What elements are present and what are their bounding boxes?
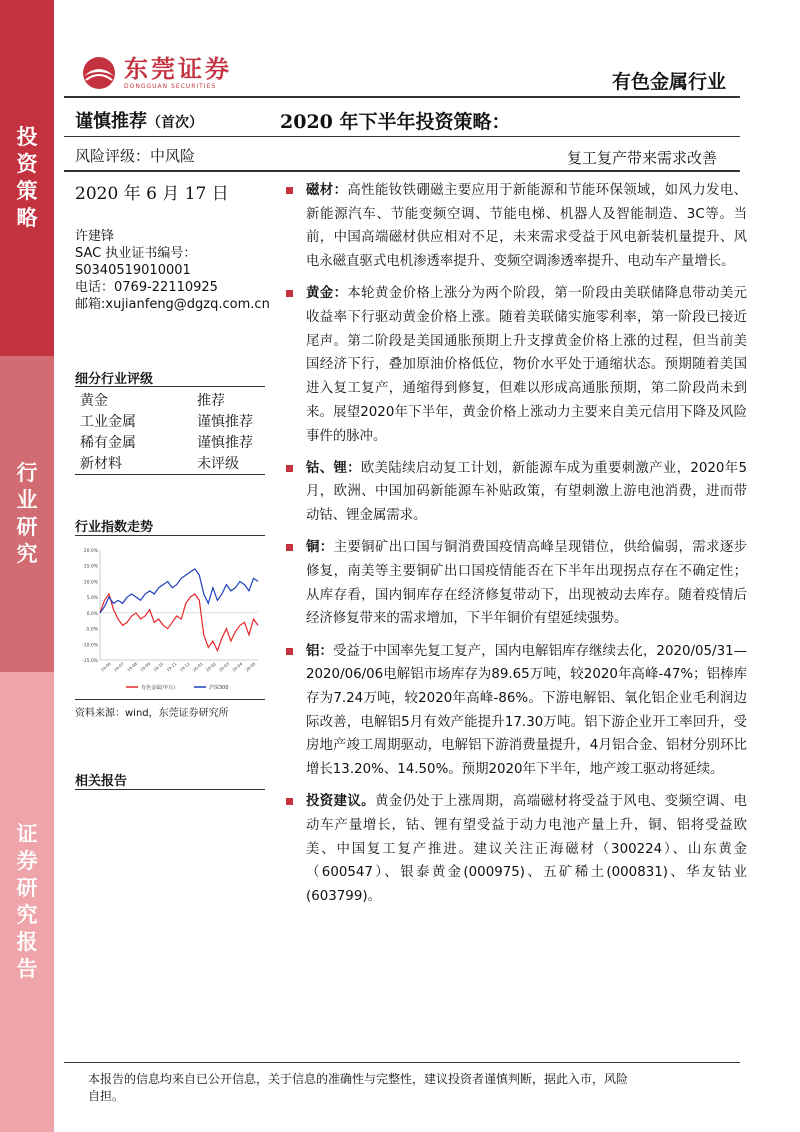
bullet-copper xyxy=(284,536,747,631)
company-logo xyxy=(80,55,232,91)
report-title: 2020 年下半年投资策略： xyxy=(280,111,511,133)
report-date: 2020 年 6 月 17 日 xyxy=(75,184,229,204)
bullet-label: 磁材： xyxy=(306,183,348,198)
sidebar-char: 研 xyxy=(16,515,38,539)
x-tick-label: 19-07 xyxy=(112,661,125,673)
bullet-text: 黄金仍处于上涨周期，高端磁材将受益于风电、变频空调、电动车产量增长，钴、锂有望受益于动力电池产量上升，铜、铝将受益欧美、中国复工复产推进。建议关注正海磁材（300224）、山东黄金（600547）、银泰黄金(000975)、五矿稀土(000831)、华友钴业(603799)。 xyxy=(306,794,748,905)
header-divider xyxy=(64,96,740,98)
ratings-table-bottom-rule xyxy=(75,474,265,475)
sector-rating: 谨慎推荐 xyxy=(197,413,253,430)
rating xyxy=(75,107,203,133)
sidebar-strategy xyxy=(0,0,54,356)
y-tick-label: 10.0% xyxy=(83,580,98,586)
x-tick-label: 20-01 xyxy=(191,661,204,673)
bullet-text: 主要铜矿出口国与铜消费国疫情高峰呈现错位，供给偏弱，需求逐步修复，南美等主要铜矿出口国疫情能否在下半年出现拐点存在不确定性；从库存看，国内铜库存在经济修复带动下，出现被动去库存。随着疫情后经济修复带来的需求增加，下半年铜价有望延续强势。 xyxy=(306,540,748,627)
sector-name: 工业金属 xyxy=(80,413,136,430)
sidebar-char: 证 xyxy=(16,822,38,846)
sector-name: 黄金 xyxy=(80,392,108,409)
disclaimer-line: 本报告的信息均来自已公开信息，关于信息的准确性与完整性，建议投资者谨慎判断，据此入市，风险 xyxy=(88,1072,629,1086)
x-tick-label: 19-12 xyxy=(178,661,191,673)
table-row xyxy=(80,452,260,473)
industry-index-chart xyxy=(76,542,264,698)
ratings-table xyxy=(80,389,260,473)
bullet-gold xyxy=(284,282,747,448)
sector-name: 稀有金属 xyxy=(80,434,136,451)
sidebar-char: 策 xyxy=(16,179,38,203)
author-name: 许建锋 xyxy=(75,229,115,244)
industry-label: 有色金属行业 xyxy=(612,71,727,93)
rating-value: 谨慎推荐 xyxy=(75,111,147,132)
x-tick-label: 20-02 xyxy=(204,661,218,673)
author-phone: 电话：0769-22110925 xyxy=(75,280,218,295)
report-subtitle: 复工复产带来需求改善 xyxy=(567,149,718,167)
sector-rating: 推荐 xyxy=(197,392,225,409)
ratings-table-rule xyxy=(75,386,265,387)
sidebar-char: 告 xyxy=(16,957,38,981)
footer-divider xyxy=(64,1062,740,1063)
sidebar-char: 究 xyxy=(16,903,38,927)
risk-level: 风险评级：中风险 xyxy=(75,147,196,165)
sidebar-char: 投 xyxy=(16,125,38,149)
sector-name: 新材料 xyxy=(80,455,122,472)
sac-label: SAC 执业证书编号： xyxy=(75,246,197,261)
chart-source: 资料来源：wind，东莞证券研究所 xyxy=(75,708,229,719)
bullet-text: 本轮黄金价格上涨分为两个阶段，第一阶段由美联储降息带动美元收益率下行驱动黄金价格上涨。随着美联储实施零利率，第一阶段已接近尾声。第二阶段是美国通胀预期上升支撑黄金价格上涨的过程，但当前美国经济下行，叠加原油价格低位，物价水平处于通缩状态。预期随着美国进入复工复产，通缩得到修复，但难以形成高通胀预期，第二阶段尚未到来。展望2020年下半年，黄金价格上涨动力主要来自美元信用下降及风险事件的脉冲。 xyxy=(306,286,748,444)
title-divider xyxy=(64,136,740,137)
bullet-magnetic-materials xyxy=(284,179,747,274)
bullet-cobalt-lithium xyxy=(284,457,747,528)
x-tick-label: 19-06 xyxy=(99,661,112,673)
related-reports-rule xyxy=(75,789,265,790)
x-tick-label: 19-08 xyxy=(125,661,139,673)
x-tick-label: 19-11 xyxy=(165,661,178,673)
sector-rating: 谨慎推荐 xyxy=(197,434,253,451)
bullet-label: 黄金： xyxy=(306,286,348,302)
x-tick-label: 20-04 xyxy=(231,661,244,673)
chart-section-title: 行业指数走势 xyxy=(75,520,154,535)
sidebar-char: 行 xyxy=(16,461,38,485)
y-tick-label: -10.0% xyxy=(82,643,98,649)
sidebar-char: 券 xyxy=(16,849,38,873)
bullet-investment-advice xyxy=(284,790,747,909)
sidebar-char: 报 xyxy=(16,930,38,954)
sidebar-securities-report xyxy=(0,672,54,1132)
legend-label: 有色金属(申万) xyxy=(141,685,175,691)
sidebar xyxy=(0,0,54,1132)
bullet-label: 铜： xyxy=(306,540,334,556)
bullet-label: 铝： xyxy=(306,643,333,659)
ratings-table-title: 细分行业评级 xyxy=(75,372,154,387)
y-tick-label: 5.0% xyxy=(86,596,98,602)
summary-bullets xyxy=(284,179,747,917)
subtitle-divider xyxy=(64,170,740,172)
x-tick-label: 19-09 xyxy=(139,661,152,673)
x-tick-label: 19-10 xyxy=(152,661,165,673)
sidebar-char: 业 xyxy=(16,488,38,512)
bullet-text: 欧美陆续启动复工计划，新能源车成为重要刺激产业，2020年5月，欧洲、中国加码新能源车补贴政策，有望刺激上游电池消费，进而带动钴、锂金属需求。 xyxy=(306,460,747,524)
bullet-aluminum xyxy=(284,640,747,782)
rating-note: （首次） xyxy=(147,115,203,131)
legend-label: 沪深300 xyxy=(209,685,229,691)
logo-mark-icon xyxy=(80,56,118,90)
sidebar-char: 研 xyxy=(16,876,38,900)
chart-bottom-rule xyxy=(75,699,265,700)
sac-number: S0340519010001 xyxy=(75,263,191,278)
related-reports-title: 相关报告 xyxy=(75,774,128,789)
table-row xyxy=(80,410,260,431)
y-tick-label: -5.0% xyxy=(84,627,98,633)
bullet-label: 钴、锂： xyxy=(306,460,361,476)
x-tick-label: 20-03 xyxy=(218,661,231,673)
logo-english-name: DONGGUAN SECURITIES xyxy=(124,83,217,90)
sidebar-industry-research xyxy=(0,356,54,672)
author-info xyxy=(75,228,270,313)
table-row xyxy=(80,431,260,452)
bullet-label: 投资建议。 xyxy=(306,794,375,810)
bullet-text: 受益于中国率先复工复产，国内电解铝库存继续去化，2020/05/31—2020/06/06电解铝市场库存为89.65万吨，较2020年高峰-47%；铝棒库存为7.24万吨，较2020年高峰-86%。下游电解铝、氧化铝企业毛利润边际改善，电解铝5月有效产能提升17.30万吨。铝下游企业开工率回升，受房地产竣工周期驱动，电解铝下游消费量提升，4月铝合金、铝材分别环比增长13.20%、14.50%。预期2020年下半年，地产竣工驱动将延续。 xyxy=(306,643,748,778)
bullet-text: 高性能钕铁硼磁主要应用于新能源和节能环保领域，如风力发电、新能源汽车、节能变频空调、节能电梯、机器人及智能制造、3C等。当前，中国高端磁材供应相对不足，未来需求受益于风电新装机量提升、风电永磁直驱式电机渗透率提升、变频空调渗透率提升、电动车产量增长。 xyxy=(306,183,748,270)
y-tick-label: -15.0% xyxy=(82,659,98,664)
sidebar-char: 略 xyxy=(16,206,38,230)
y-tick-label: 15.0% xyxy=(83,564,98,570)
logo-chinese-name: 东莞证券 xyxy=(124,54,232,83)
author-email: 邮箱:xujianfeng@dgzq.com.cn xyxy=(75,297,270,312)
sidebar-char: 资 xyxy=(16,152,38,176)
series-line-1 xyxy=(100,569,258,613)
y-tick-label: 0.0% xyxy=(86,611,98,617)
x-tick-label: 20-05 xyxy=(244,661,257,673)
disclaimer xyxy=(88,1071,688,1105)
y-tick-label: 20.0% xyxy=(83,549,98,554)
table-row xyxy=(80,389,260,410)
disclaimer-line: 自担。 xyxy=(88,1089,125,1103)
sector-rating: 未评级 xyxy=(197,455,239,472)
chart-section-rule xyxy=(75,535,265,536)
sidebar-char: 究 xyxy=(16,542,38,566)
